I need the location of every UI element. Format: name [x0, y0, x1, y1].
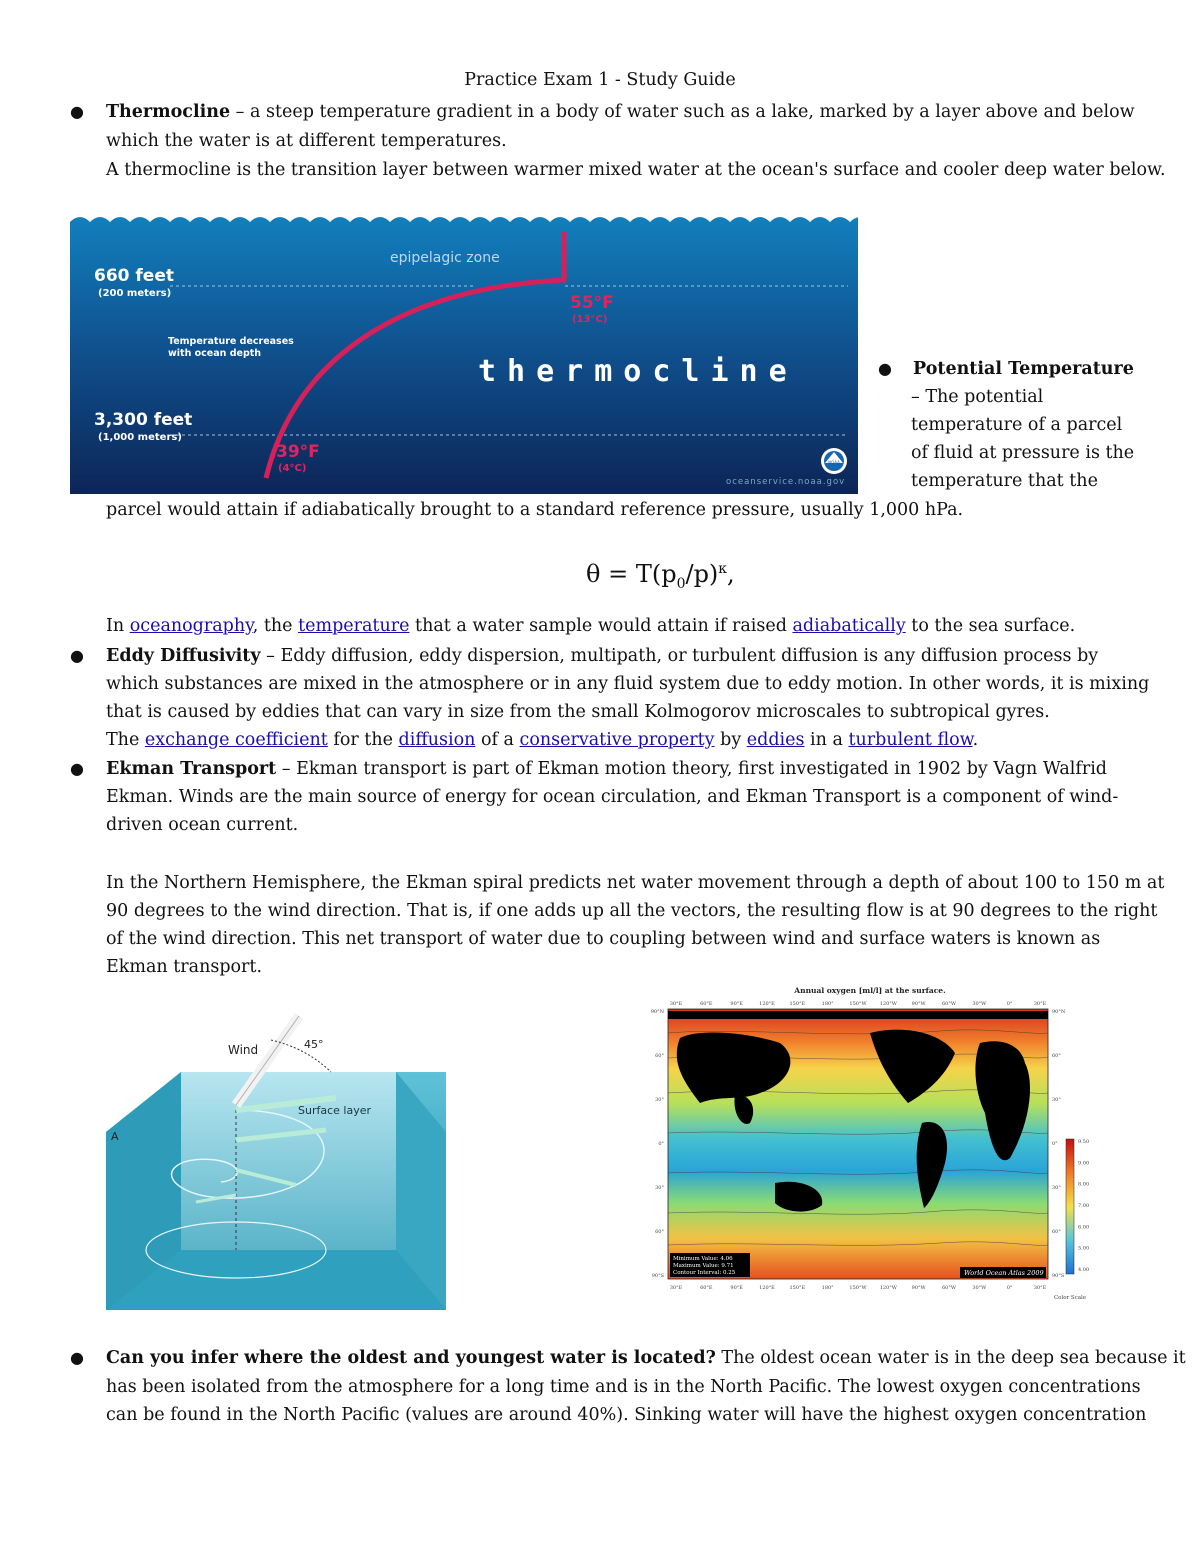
- bullet-dot: ●: [70, 646, 84, 665]
- temp-note-2: with ocean depth: [168, 348, 262, 359]
- potential-temp-side-1: – The potential: [911, 387, 1044, 407]
- lon-tick-label: 150°W: [849, 1001, 867, 1007]
- lon-tick-label: 90°E: [730, 1285, 743, 1291]
- lon-tick-label: 0°: [1006, 1001, 1013, 1007]
- eddy-term: Eddy Diffusivity: [106, 646, 261, 666]
- lon-tick-label: 90°E: [730, 1001, 743, 1007]
- link-exchange-coefficient[interactable]: exchange coefficient: [144, 730, 328, 750]
- bullet-dot: ●: [70, 759, 84, 778]
- lon-tick-label: 120°E: [759, 1285, 775, 1291]
- formula-sup: κ: [718, 561, 728, 577]
- lon-tick-label: 150°W: [849, 1285, 867, 1291]
- noaa-logo-text: NOAA: [828, 460, 840, 465]
- surface-layer-label: Surface layer: [298, 1104, 371, 1117]
- lon-tick-label: 150°E: [789, 1285, 806, 1291]
- page-title: Practice Exam 1 - Study Guide: [464, 70, 736, 90]
- text-span: In: [106, 616, 130, 636]
- oldest-answer: The oldest ocean water is in the deep sea because it: [715, 1348, 1186, 1368]
- temp-55f-label: 55°F: [570, 293, 614, 313]
- lon-tick-label: 90°W: [911, 1001, 926, 1007]
- lon-tick-label: 0°: [1006, 1285, 1013, 1291]
- formula-mid: /p): [685, 560, 719, 588]
- map-credit: World Ocean Atlas 2009: [964, 1269, 1044, 1277]
- temp-4c-label: (4°C): [278, 463, 307, 474]
- text-span: in a: [804, 730, 849, 750]
- figure-credit: oceanservice.noaa.gov: [726, 477, 846, 487]
- lon-tick-label: 120°E: [759, 1001, 775, 1007]
- eddy-def: – Eddy diffusion, eddy dispersion, multipath, or turbulent diffusion is any diffusion process by: [260, 646, 1099, 666]
- potential-temp-side-4: temperature that the: [911, 471, 1098, 491]
- scale-tick-label: 7.00: [1078, 1203, 1090, 1209]
- text-span: that a water sample would attain if raised: [409, 616, 793, 636]
- lon-tick-label: 30°E: [1033, 1285, 1047, 1291]
- lon-tick-label: 30°E: [669, 1285, 683, 1291]
- scale-tick-label: 5.00: [1078, 1245, 1090, 1252]
- lon-tick-label: 120°W: [879, 1285, 897, 1291]
- oceanography-line: [106, 612, 1075, 640]
- formula-end: ,: [727, 560, 735, 588]
- thermocline-line-1: [106, 98, 1135, 126]
- text-span: The: [106, 730, 145, 750]
- lon-tick-label: 30°W: [972, 1285, 987, 1291]
- link-diffusion[interactable]: diffusion: [398, 730, 476, 750]
- lat-tick-label: 30°: [655, 1185, 664, 1191]
- lat-tick-label: 0°: [1052, 1141, 1058, 1147]
- scale-label: Color Scale: [1053, 1295, 1087, 1301]
- text-span: .: [972, 730, 979, 750]
- ekman-p2-line-1: In the Northern Hemisphere, the Ekman spiral predicts net water movement through a depth of about 100 to 150 m at: [106, 873, 1165, 893]
- depth-3300-label: 3,300 feet: [94, 410, 193, 430]
- ekman-spiral-figure: [106, 1010, 448, 1312]
- lon-tick-label: 60°W: [941, 1001, 957, 1007]
- thermocline-label: thermocline: [478, 354, 798, 389]
- lon-tick-label: 30°E: [1033, 1001, 1047, 1007]
- eddy-line-4: [106, 726, 978, 754]
- bullet-dot: ●: [878, 359, 892, 378]
- oldest-line-3: can be found in the North Pacific (values are around 40%). Sinking water will have the highest oxygen concentration: [106, 1405, 1147, 1425]
- link-adiabatically[interactable]: adiabatically: [792, 616, 906, 636]
- thermocline-line-3: A thermocline is the transition layer between warmer mixed water at the ocean's surface and cooler deep water below.: [106, 160, 1166, 180]
- lon-tick-label: 180°: [821, 1285, 834, 1291]
- formula-sub: 0: [676, 575, 686, 592]
- eddy-line-3: that is caused by eddies that can vary in size from the small Kolmogorov microscales to subtropical gyres.: [106, 702, 1050, 722]
- lat-tick-label: 30°: [1052, 1185, 1061, 1191]
- formula-lhs: θ = T(p: [586, 560, 677, 588]
- lat-tick-label: 30°: [1052, 1097, 1061, 1103]
- text-span: to the sea surface.: [905, 616, 1076, 636]
- lon-tick-label: 60°E: [700, 1001, 713, 1007]
- potential-temp-side-3: of fluid at pressure is the: [911, 443, 1135, 463]
- lat-tick-label: 60°: [1052, 1053, 1061, 1059]
- eddy-line-2: which substances are mixed in the atmosphere or in any fluid system due to eddy motion. In other words, it is mixing: [106, 674, 1150, 694]
- scale-tick-label: 6.00: [1078, 1224, 1090, 1231]
- wind-label: Wind: [228, 1043, 259, 1057]
- depth-660-label: 660 feet: [94, 266, 174, 286]
- panel-label: A: [111, 1130, 119, 1143]
- scale-tick-label: 9.50: [1078, 1139, 1090, 1145]
- temp-39f-label: 39°F: [276, 442, 320, 462]
- ekman-def: – Ekman transport is part of Ekman motion theory, first investigated in 1902 by Vagn Walfrid: [276, 759, 1108, 779]
- link-conservative-property[interactable]: conservative property: [519, 730, 715, 750]
- oldest-question: Can you infer where the oldest and youngest water is located?: [106, 1348, 716, 1368]
- lon-tick-label: 120°W: [879, 1001, 897, 1007]
- angle-label: 45°: [304, 1038, 324, 1051]
- lat-tick-label: 60°: [655, 1229, 664, 1235]
- stat-max: Maximum Value: 9.71: [673, 1263, 734, 1269]
- ekman-p2-line-4: Ekman transport.: [106, 957, 263, 977]
- thermocline-line-2: which the water is at different temperatures.: [106, 131, 507, 151]
- lat-tick-label: 60°: [655, 1053, 664, 1059]
- lon-tick-label: 150°E: [789, 1001, 806, 1007]
- stat-min: Minimum Value: 4.06: [673, 1256, 733, 1262]
- ekman-line-1: [106, 755, 1107, 783]
- ekman-term: Ekman Transport: [106, 759, 277, 779]
- potential-temp-term: Potential Temperature: [913, 359, 1134, 379]
- lon-tick-label: 60°W: [941, 1285, 957, 1291]
- lat-tick-label: 0°: [658, 1141, 664, 1147]
- lat-tick-label: 90°N: [650, 1009, 664, 1015]
- thermocline-term: Thermocline: [106, 102, 231, 122]
- lon-tick-label: 90°W: [911, 1285, 926, 1291]
- oldest-line-1: [106, 1344, 1186, 1372]
- lat-tick-label: 90°S: [1052, 1273, 1065, 1279]
- oldest-line-2: has been isolated from the atmosphere for a long time and is in the North Pacific. The lowest oxygen concentrations: [106, 1377, 1141, 1397]
- text-span: for the: [327, 730, 399, 750]
- oxygen-map-figure: [640, 983, 1100, 1308]
- text-span: , the: [252, 616, 299, 636]
- text-span: of a: [475, 730, 520, 750]
- link-eddies[interactable]: eddies: [746, 730, 805, 750]
- ekman-line-2: Ekman. Winds are the main source of energy for ocean circulation, and Ekman Transport is a component of wind-: [106, 787, 1119, 807]
- scale-tick-label: 4.00: [1078, 1267, 1090, 1273]
- lon-tick-label: 30°W: [972, 1001, 987, 1007]
- potential-temp-continuation: parcel would attain if adiabatically brought to a standard reference pressure, usually 1,000 hPa.: [106, 500, 964, 520]
- lat-tick-label: 90°N: [1052, 1009, 1066, 1015]
- map-title: Annual oxygen [ml/l] at the surface.: [794, 986, 946, 995]
- temp-note-1: Temperature decreases: [168, 336, 294, 347]
- text-span: by: [714, 730, 747, 750]
- bullet-dot: ●: [70, 1348, 84, 1367]
- lat-tick-label: 30°: [655, 1097, 664, 1103]
- ekman-line-3: driven ocean current.: [106, 815, 299, 835]
- lon-tick-label: 60°E: [700, 1285, 713, 1291]
- thermocline-figure: [70, 208, 858, 494]
- scale-tick-label: 9.00: [1078, 1160, 1090, 1167]
- temp-13c-label: (13°C): [572, 314, 608, 325]
- lat-tick-label: 60°: [1052, 1229, 1061, 1235]
- color-scale-bar: [1066, 1139, 1074, 1274]
- lon-tick-label: 180°: [821, 1001, 834, 1007]
- depth-1000m-label: (1,000 meters): [98, 432, 182, 443]
- ekman-p2-line-2: 90 degrees to the wind direction. That is, if one adds up all the vectors, the resulting flow is at 90 degrees to the right: [106, 901, 1158, 921]
- potential-temp-formula: [586, 560, 735, 592]
- lon-tick-label: 30°E: [669, 1001, 683, 1007]
- ekman-p2-line-3: of the wind direction. This net transport of water due to coupling between wind and surface waters is known as: [106, 929, 1101, 949]
- lat-tick-label: 90°S: [651, 1273, 664, 1279]
- eddy-line-1: [106, 642, 1098, 670]
- arctic-landmass: [668, 1011, 1048, 1019]
- link-temperature[interactable]: temperature: [298, 616, 410, 636]
- link-oceanography[interactable]: oceanography: [129, 616, 253, 636]
- epipelagic-label: epipelagic zone: [390, 250, 500, 266]
- stat-interval: Contour Interval: 0.25: [673, 1270, 736, 1276]
- potential-temp-term-line: [913, 355, 1134, 383]
- bullet-dot: ●: [70, 102, 84, 121]
- thermocline-def: – a steep temperature gradient in a body of water such as a lake, marked by a layer above and below: [230, 102, 1135, 122]
- link-turbulent-flow[interactable]: turbulent flow: [848, 730, 973, 750]
- depth-200m-label: (200 meters): [98, 288, 172, 299]
- scale-tick-label: 8.00: [1078, 1181, 1090, 1188]
- potential-temp-side-2: temperature of a parcel: [911, 415, 1123, 435]
